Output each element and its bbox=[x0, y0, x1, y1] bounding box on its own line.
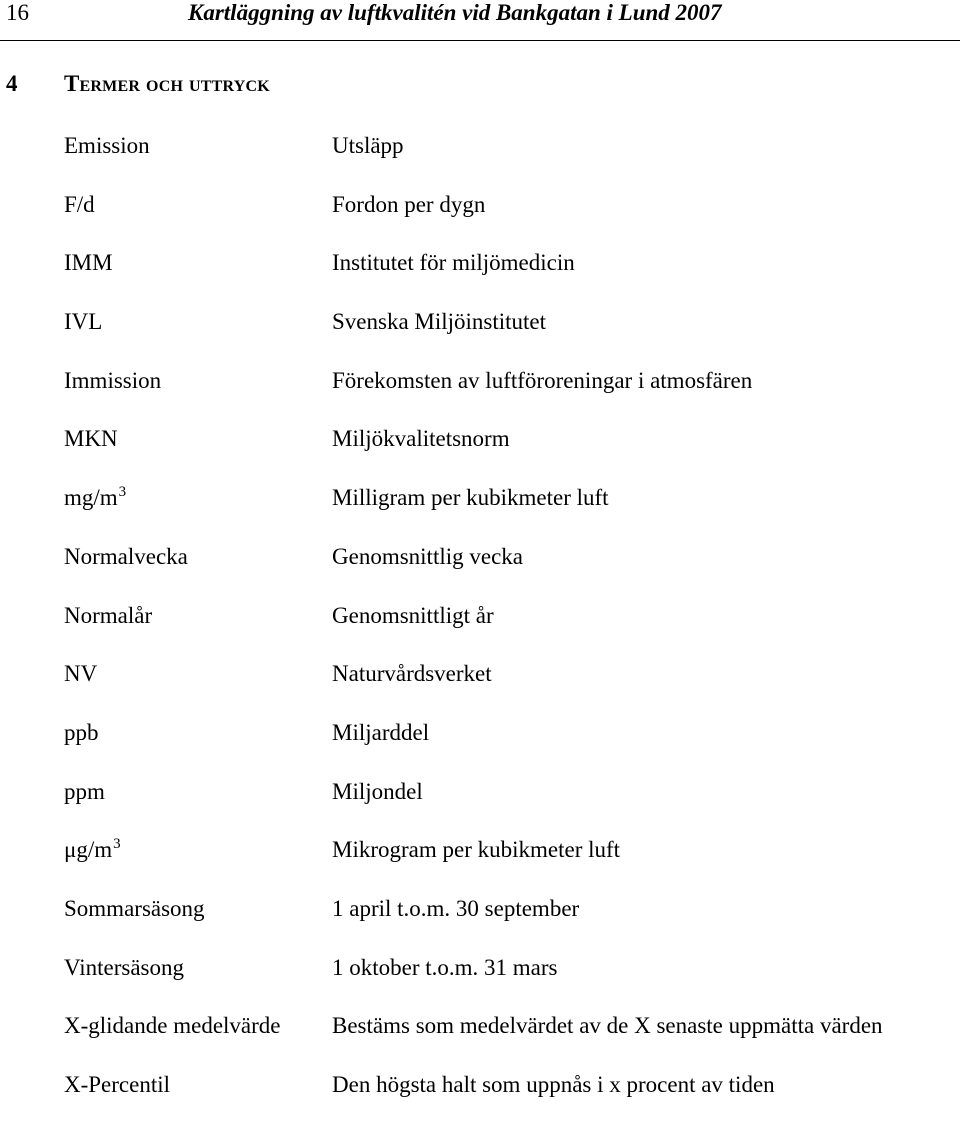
term-superscript: 3 bbox=[118, 484, 127, 501]
term bbox=[64, 190, 95, 220]
term-text: X-Percentil bbox=[64, 1072, 171, 1097]
term-row bbox=[0, 190, 960, 249]
term-text: mg/m bbox=[64, 485, 118, 511]
term-definition: Fordon per dygn bbox=[332, 191, 486, 217]
term-row bbox=[0, 366, 960, 425]
term-definition: Miljondel bbox=[332, 778, 423, 804]
term-row bbox=[0, 483, 960, 542]
term-row bbox=[0, 307, 960, 366]
term-row bbox=[0, 953, 960, 1012]
page-header bbox=[0, 0, 960, 42]
term-row bbox=[0, 1070, 960, 1129]
term bbox=[64, 1011, 281, 1041]
term bbox=[64, 659, 97, 689]
term-definition: Naturvårdsverket bbox=[332, 661, 492, 687]
term-definition: 1 april t.o.m. 30 september bbox=[332, 895, 580, 921]
section-heading bbox=[6, 70, 270, 98]
term-text: Immission bbox=[64, 367, 162, 393]
term-definition: Förekomsten av luftföroreningar i atmosfären bbox=[332, 367, 753, 393]
term-row bbox=[0, 777, 960, 836]
term-text: Emission bbox=[64, 133, 150, 158]
term-text: ppb bbox=[64, 719, 99, 745]
section-title: Termer och uttryck bbox=[64, 71, 270, 96]
term bbox=[64, 777, 105, 807]
term-definition: Miljarddel bbox=[332, 719, 430, 745]
term bbox=[64, 366, 161, 396]
term-row bbox=[0, 424, 960, 483]
term bbox=[64, 131, 150, 161]
term-definition: Mikrogram per kubikmeter luft bbox=[332, 837, 621, 863]
term-text: MKN bbox=[64, 426, 118, 452]
term-definition: Institutet för miljömedicin bbox=[332, 250, 575, 276]
term-row bbox=[0, 131, 960, 190]
term bbox=[64, 835, 121, 865]
term-text: X-glidande medelvärde bbox=[64, 1013, 281, 1039]
term-row bbox=[0, 248, 960, 307]
term-text: IVL bbox=[64, 309, 103, 335]
term-text: NV bbox=[64, 661, 98, 687]
term bbox=[64, 307, 102, 337]
term bbox=[64, 483, 126, 513]
section-number: 4 bbox=[6, 71, 18, 96]
term bbox=[64, 542, 188, 572]
page-number: 16 bbox=[6, 0, 29, 25]
term-definition: Utsläpp bbox=[332, 133, 404, 158]
term bbox=[64, 1070, 170, 1100]
terms-list bbox=[0, 131, 960, 1129]
term-text: ppm bbox=[64, 778, 105, 804]
term bbox=[64, 894, 205, 924]
term-row bbox=[0, 601, 960, 660]
term-definition: Bestäms som medelvärdet av de X senaste uppmätta värden bbox=[332, 1013, 883, 1039]
term bbox=[64, 424, 118, 454]
term-row bbox=[0, 894, 960, 953]
term-text: Vintersäsong bbox=[64, 954, 184, 980]
term bbox=[64, 601, 152, 631]
term bbox=[64, 953, 184, 983]
term-superscript: 3 bbox=[113, 836, 121, 853]
term-definition: Miljökvalitetsnorm bbox=[332, 426, 510, 452]
term-definition: Genomsnittligt år bbox=[332, 602, 494, 628]
term-row bbox=[0, 659, 960, 718]
running-title: Kartläggning av luftkvalitén vid Bankgatan i Lund 2007 bbox=[188, 0, 722, 25]
term-definition: Svenska Miljöinstitutet bbox=[332, 309, 547, 335]
term-definition: Den högsta halt som uppnås i x procent av tiden bbox=[332, 1072, 775, 1097]
term-text: F/d bbox=[64, 191, 95, 217]
term-row bbox=[0, 542, 960, 601]
term-row bbox=[0, 835, 960, 894]
term-definition: Milligram per kubikmeter luft bbox=[332, 485, 609, 511]
term-row bbox=[0, 718, 960, 777]
term-definition: 1 oktober t.o.m. 31 mars bbox=[332, 954, 558, 980]
header-divider bbox=[0, 40, 960, 41]
term-row bbox=[0, 1011, 960, 1070]
term-text: Normalår bbox=[64, 602, 153, 628]
term-text: μg/m bbox=[64, 837, 113, 863]
term-text: IMM bbox=[64, 250, 113, 276]
term-text: Sommarsäsong bbox=[64, 895, 205, 921]
term-text: Normalvecka bbox=[64, 543, 188, 569]
term bbox=[64, 718, 99, 748]
term bbox=[64, 248, 113, 278]
term-definition: Genomsnittlig vecka bbox=[332, 543, 523, 569]
